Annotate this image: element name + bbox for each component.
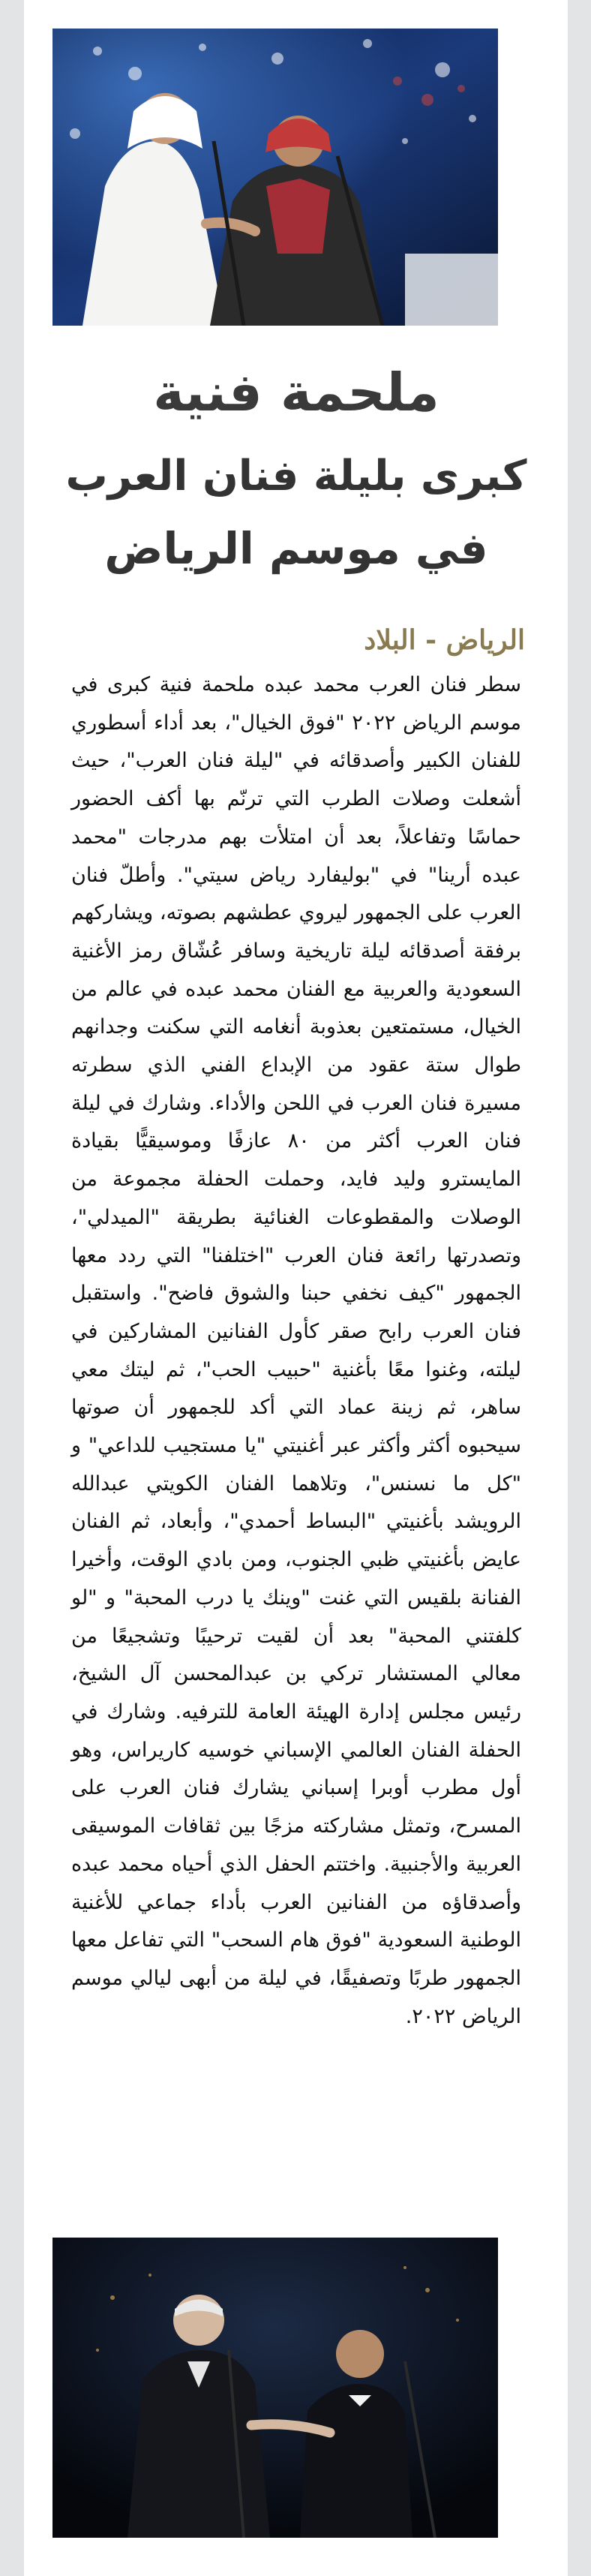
headline-subtitle-line-1: كبرى بليلة فنان العرب <box>65 452 527 500</box>
concert-photo-bottom <box>52 2238 498 2538</box>
singers-on-stage-image <box>52 29 498 326</box>
headline-main: ملحمة فنية <box>153 362 440 423</box>
dateline: الرياض - البلاد <box>364 624 525 656</box>
headline-subtitle-line-2: في موسم الرياض <box>104 523 488 574</box>
concert-photo-top <box>52 29 498 326</box>
performers-on-stage-image <box>52 2238 498 2538</box>
article-body: سطر فنان العرب محمد عبده ملحمة فنية كبرى في موسم الرياض ٢٠٢٢ "فوق الخيال"، بعد أداء أسطوري للفنان الكبير وأصدقائه في "ليلة فنان العرب"، حيث أشعلت وصلات الطرب التي ترنّم بها أكف الحضور حماسًا وتفاعلاً، بعد أن امتلأت بهم مدرجات "محمد عبده أرينا" في "بوليفارد رياض سيتي". وأطلّ فنان العرب على الجمهور ليروي عطشهم بصوته، ويشاركهم برفقة أصدقائه ليلة تاريخية وسافر عُشّاق رمز الأغنية السعودية والعربية مع الفنان محمد عبده في عالم من الخيال، مستمتعين بعذوبة أنغامه التي سكنت وجدانهم طوال ستة عقود من الإبداع الفني الذي سطرته مسيرة فنان العرب في اللحن والأداء. وشارك في ليلة فنان العرب أكثر من ٨٠ عازفًا وموسيقيًّا بقيادة المايسترو وليد فايد، وحملت الحفلة مجموعة من الوصلات والمقطوعات الغنائية بطريقة "الميدلي"، وتصدرتها رائعة فنان العرب "اختلفنا" التي ردد معها الجمهور "كيف نخفي حبنا والشوق فاضح". واستقبل فنان العرب رابح صقر كأول الفنانين المشاركين في ليلته، وغنوا معًا بأغنية "حبيب الحب"، ثم ليتك معي ساهر، ثم زينة عماد التي أكد للجمهور أن صوتها سيحبوه أكثر وأكثر عبر أغنيتي "يا مستجيب للداعي" و "كل ما نسنس"، وتلاهما الفنان الكويتي عبدالله الرويشد بأغنيتي "البساط أحمدي"، وأبعاد، ثم الفنان عايض بأغنيتي ظبي الجنوب، ومن بادي الوقت، وأخيرا الفنانة بلقيس التي غنت "وينك يا درب المحبة" و "لو كلفتني المحبة" بعد أن لقيت ترحيبًا وتشجيعًا من معالي المستشار تركي بن عبدالمحسن آل الشيخ، رئيس مجلس إدارة الهيئة العامة للترفيه. وشارك في الحفلة الفنان العالمي الإسباني خوسيه كاريراس، وهو أول مطرب أوبرا إسباني يشارك فنان العرب على المسرح، وتمثل مشاركته مزجًا بين ثقافات الموسيقى العربية والأجنبية. واختتم الحفل الذي أحياه محمد عبده وأصدقاؤه من الفنانين العرب بأداء جماعي للأغنية الوطنية السعودية "فوق هام السحب" التي تفاعل معها الجمهور طربًا وتصفيقًا، في ليلة من أبهى ليالي موسم الرياض ٢٠٢٢. <box>71 673 521 2028</box>
